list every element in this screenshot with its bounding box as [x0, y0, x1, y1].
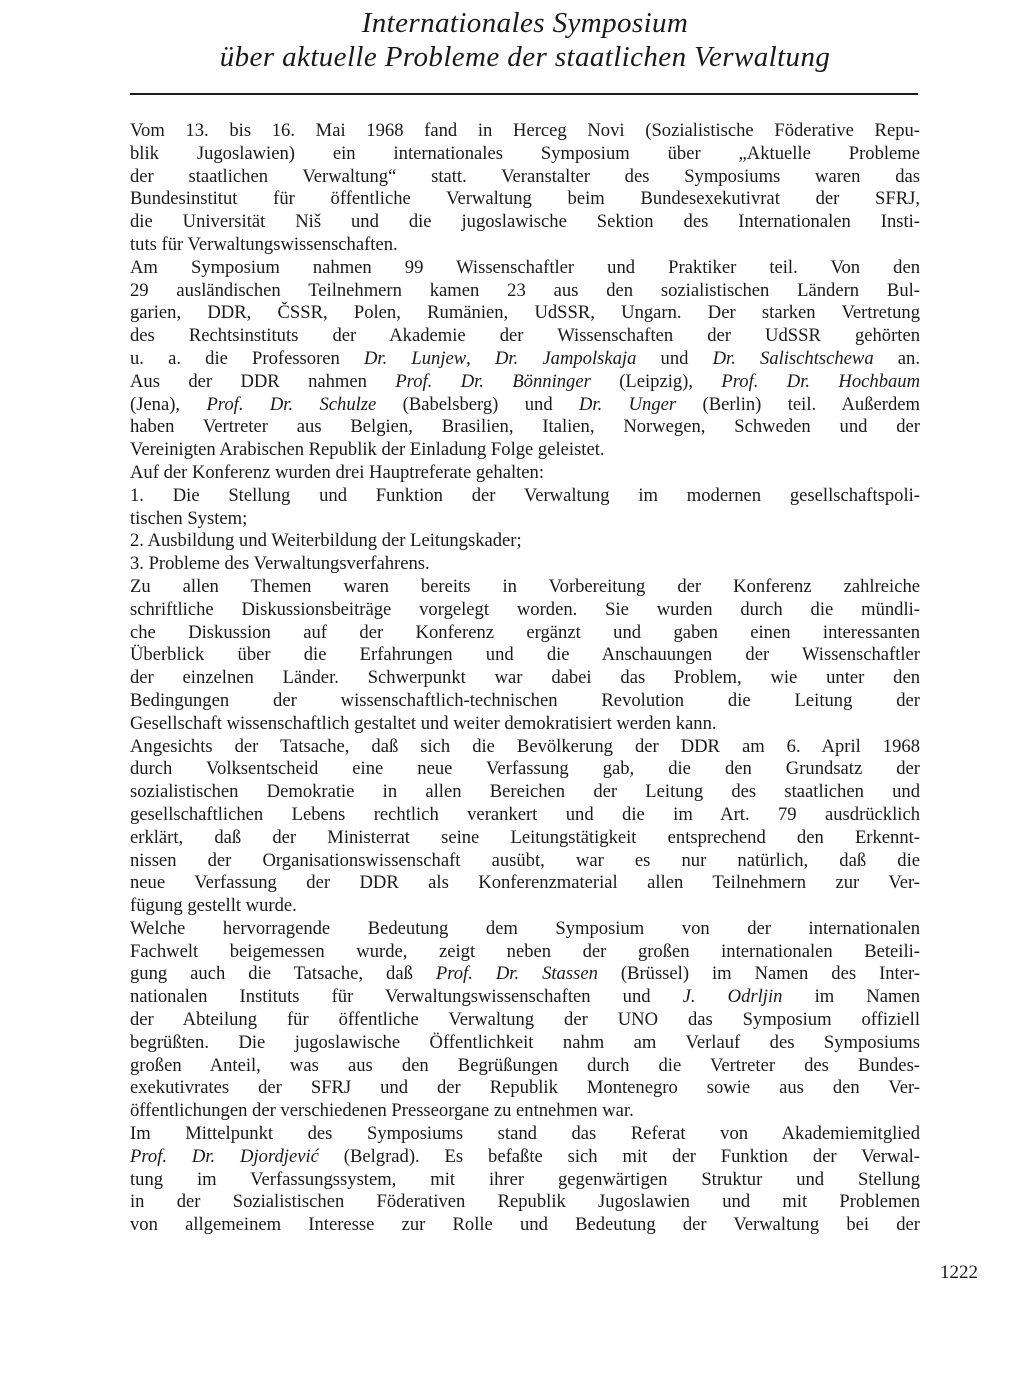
- text-line: [130, 644, 920, 667]
- text-run: des Rechtsinstituts der Akademie der Wissenschaften der UdSSR gehörten: [130, 325, 920, 347]
- text-run: der einzelnen Länder. Schwerpunkt war dabei das Problem, wie unter den: [130, 667, 920, 689]
- text-run: Im Mittelpunkt des Symposiums stand das Referat von Akademiemitglied: [130, 1123, 920, 1145]
- text-run: Angesichts der Tatsache, daß sich die Bevölkerung der DDR am 6. April 1968: [130, 735, 920, 757]
- text-line: [130, 1146, 920, 1169]
- text-line: [130, 1100, 920, 1123]
- text-line: [130, 371, 920, 394]
- text-line: [130, 872, 920, 895]
- text-line: [130, 1077, 920, 1100]
- text-run: neue Verfassung der DDR als Konferenzmaterial allen Teilnehmern zur Ver-: [130, 872, 920, 894]
- text-run: 2. Ausbildung und Weiterbildung der Leitungskader;: [130, 530, 522, 552]
- text-run: von allgemeinem Interesse zur Rolle und Bedeutung der Verwaltung bei der: [130, 1214, 920, 1236]
- text-run: garien, DDR, ČSSR, Polen, Rumänien, UdSSR, Ungarn. Der starken Vertretung: [130, 302, 920, 324]
- text-run: Am Symposium nahmen 99 Wissenschaftler und Praktiker teil. Von den: [130, 256, 920, 278]
- text-line: [130, 348, 920, 371]
- text-run: Vereinigten Arabischen Republik der Einladung Folge geleistet.: [130, 439, 605, 461]
- text-line: [130, 1191, 920, 1214]
- text-run: schriftliche Diskussionsbeiträge vorgelegt worden. Sie wurden durch die mündli-: [130, 598, 920, 620]
- text-run: Überblick über die Erfahrungen und die Anschauungen der Wissenschaftler: [130, 644, 920, 666]
- text-run: (Belgrad). Es befaßte sich mit der Funktion der Verwal-: [318, 1145, 920, 1167]
- text-run: Welche hervorragende Bedeutung dem Symposium von der internationalen: [130, 917, 920, 939]
- text-line: [130, 143, 920, 166]
- text-line: [130, 1055, 920, 1078]
- text-line: [130, 804, 920, 827]
- text-line: [130, 553, 920, 576]
- text-line: [130, 416, 920, 439]
- person-name: Prof. Dr. Bönninger: [395, 370, 591, 392]
- text-line: [130, 485, 920, 508]
- text-line: [130, 690, 920, 713]
- text-run: tischen System;: [130, 507, 248, 529]
- text-run: durch Volksentscheid eine neue Verfassung gab, die den Grundsatz der: [130, 758, 920, 780]
- text-line: [130, 530, 920, 553]
- text-run: gung auch die Tatsache, daß: [130, 963, 436, 985]
- text-line: [130, 234, 920, 257]
- text-run: an.: [873, 347, 921, 369]
- text-line: [130, 280, 920, 303]
- text-line: [130, 918, 920, 941]
- article-title: [132, 6, 918, 74]
- text-run: Bedingungen der wissenschaftlich-technischen Revolution die Leitung der: [130, 689, 920, 711]
- title-line-2: über aktuelle Probleme der staatlichen Verwaltung: [219, 41, 831, 73]
- text-run: tuts für Verwaltungswissenschaften.: [130, 233, 398, 255]
- text-run: haben Vertreter aus Belgien, Brasilien, Italien, Norwegen, Schweden und der: [130, 416, 920, 438]
- text-line: [130, 1032, 920, 1055]
- text-line: [130, 576, 920, 599]
- text-line: [130, 1214, 920, 1237]
- person-name: Prof. Dr. Hochbaum: [721, 370, 921, 392]
- text-run: und: [636, 347, 713, 369]
- text-run: großen Anteil, was aus den Begrüßungen durch die Vertreter des Bundes-: [130, 1054, 920, 1076]
- title-line-1: Internationales Symposium: [361, 7, 689, 39]
- text-line: [130, 827, 920, 850]
- text-line: [130, 667, 920, 690]
- text-run: u. a. die Professoren: [130, 347, 364, 369]
- text-line: [130, 508, 920, 531]
- text-run: nissen der Organisationswissenschaft ausübt, war es nur natürlich, daß die: [130, 849, 920, 871]
- text-line: [130, 963, 920, 986]
- text-run: che Diskussion auf der Konferenz ergänzt und gaben einen interessanten: [130, 621, 920, 643]
- text-line: [130, 1169, 920, 1192]
- text-run: (Leipzig),: [590, 370, 722, 392]
- text-run: im Namen: [782, 986, 920, 1008]
- person-name: Dr. Unger: [579, 393, 677, 415]
- text-line: [130, 325, 920, 348]
- text-run: der staatlichen Verwaltung“ statt. Veranstalter des Symposiums waren das: [130, 165, 920, 187]
- person-name: J. Odrljin: [682, 986, 783, 1008]
- text-line: [130, 166, 920, 189]
- text-line: [130, 302, 920, 325]
- text-run: (Brüssel) im Namen des Inter-: [597, 963, 920, 985]
- text-line: [130, 462, 920, 485]
- text-line: [130, 986, 920, 1009]
- person-name: Dr. Lunjew: [364, 347, 467, 369]
- text-line: [130, 713, 920, 736]
- text-line: [130, 394, 920, 417]
- text-run: 3. Probleme des Verwaltungsverfahrens.: [130, 553, 430, 575]
- text-line: [130, 850, 920, 873]
- text-run: in der Sozialistischen Föderativen Republik Jugoslawien und mit Problemen: [130, 1191, 920, 1213]
- person-name: Prof. Dr. Djordjević: [130, 1145, 319, 1167]
- text-run: gesellschaftlichen Lebens rechtlich verankert und die im Art. 79 ausdrücklich: [130, 803, 920, 825]
- text-line: [130, 1123, 920, 1146]
- text-run: (Berlin) teil. Außerdem: [676, 393, 920, 415]
- text-run: Aus der DDR nahmen: [130, 370, 396, 392]
- person-name: Dr. Salischtschewa: [712, 347, 874, 369]
- text-run: begrüßten. Die jugoslawische Öffentlichkeit nahm am Verlauf des Symposiums: [130, 1031, 920, 1053]
- text-run: sozialistischen Demokratie in allen Bereichen der Leitung des staatlichen und: [130, 781, 920, 803]
- text-run: die Universität Niš und die jugoslawische Sektion des Internationalen Insti-: [130, 211, 920, 233]
- text-run: 29 ausländischen Teilnehmern kamen 23 aus den sozialistischen Ländern Bul-: [130, 279, 920, 301]
- text-run: erklärt, daß der Ministerrat seine Leitungstätigkeit entsprechend den Erkennt-: [130, 826, 920, 848]
- text-line: [130, 941, 920, 964]
- text-run: Bundesinstitut für öffentliche Verwaltung beim Bundesexekutivrat der SFRJ,: [130, 188, 920, 210]
- text-line: [130, 622, 920, 645]
- person-name: Prof. Dr. Stassen: [435, 963, 598, 985]
- text-run: Fachwelt beigemessen wurde, zeigt neben der großen internationalen Beteili-: [130, 940, 920, 962]
- text-run: Gesellschaft wissenschaftlich gestaltet und weiter demokratisiert werden kann.: [130, 712, 717, 734]
- title-rule: [130, 93, 918, 95]
- text-line: [130, 188, 920, 211]
- text-run: (Jena),: [130, 393, 207, 415]
- text-line: [130, 736, 920, 759]
- text-line: [130, 120, 920, 143]
- text-run: fügung gestellt wurde.: [130, 895, 297, 917]
- text-run: ,: [466, 347, 495, 369]
- text-line: [130, 781, 920, 804]
- text-run: (Babelsberg) und: [376, 393, 579, 415]
- text-line: [130, 1009, 920, 1032]
- person-name: Prof. Dr. Schulze: [206, 393, 377, 415]
- text-run: tung im Verfassungssystem, mit ihrer gegenwärtigen Struktur und Stellung: [130, 1168, 920, 1190]
- text-run: exekutivrates der SFRJ und der Republik Montenegro sowie aus den Ver-: [130, 1077, 920, 1099]
- text-run: Zu allen Themen waren bereits in Vorbereitung der Konferenz zahlreiche: [130, 575, 920, 597]
- text-line: [130, 211, 920, 234]
- text-run: Auf der Konferenz wurden drei Hauptreferate gehalten:: [130, 461, 545, 483]
- person-name: Dr. Jampolskaja: [494, 347, 637, 369]
- text-line: [130, 599, 920, 622]
- text-run: öffentlichungen der verschiedenen Presseorgane zu entnehmen war.: [130, 1100, 634, 1122]
- text-line: [130, 895, 920, 918]
- article-body: [130, 120, 920, 1237]
- text-line: [130, 439, 920, 462]
- text-run: der Abteilung für öffentliche Verwaltung der UNO das Symposium offiziell: [130, 1009, 920, 1031]
- text-line: [130, 758, 920, 781]
- text-line: [130, 257, 920, 280]
- page-number: 1222: [940, 1262, 978, 1283]
- text-run: blik Jugoslawien) ein internationales Symposium über „Aktuelle Probleme: [130, 142, 920, 164]
- text-run: nationalen Instituts für Verwaltungswissenschaften und: [130, 986, 683, 1008]
- text-run: Vom 13. bis 16. Mai 1968 fand in Herceg Novi (Sozialistische Föderative Repu-: [130, 120, 920, 141]
- text-run: 1. Die Stellung und Funktion der Verwaltung im modernen gesellschaftspoli-: [130, 484, 920, 506]
